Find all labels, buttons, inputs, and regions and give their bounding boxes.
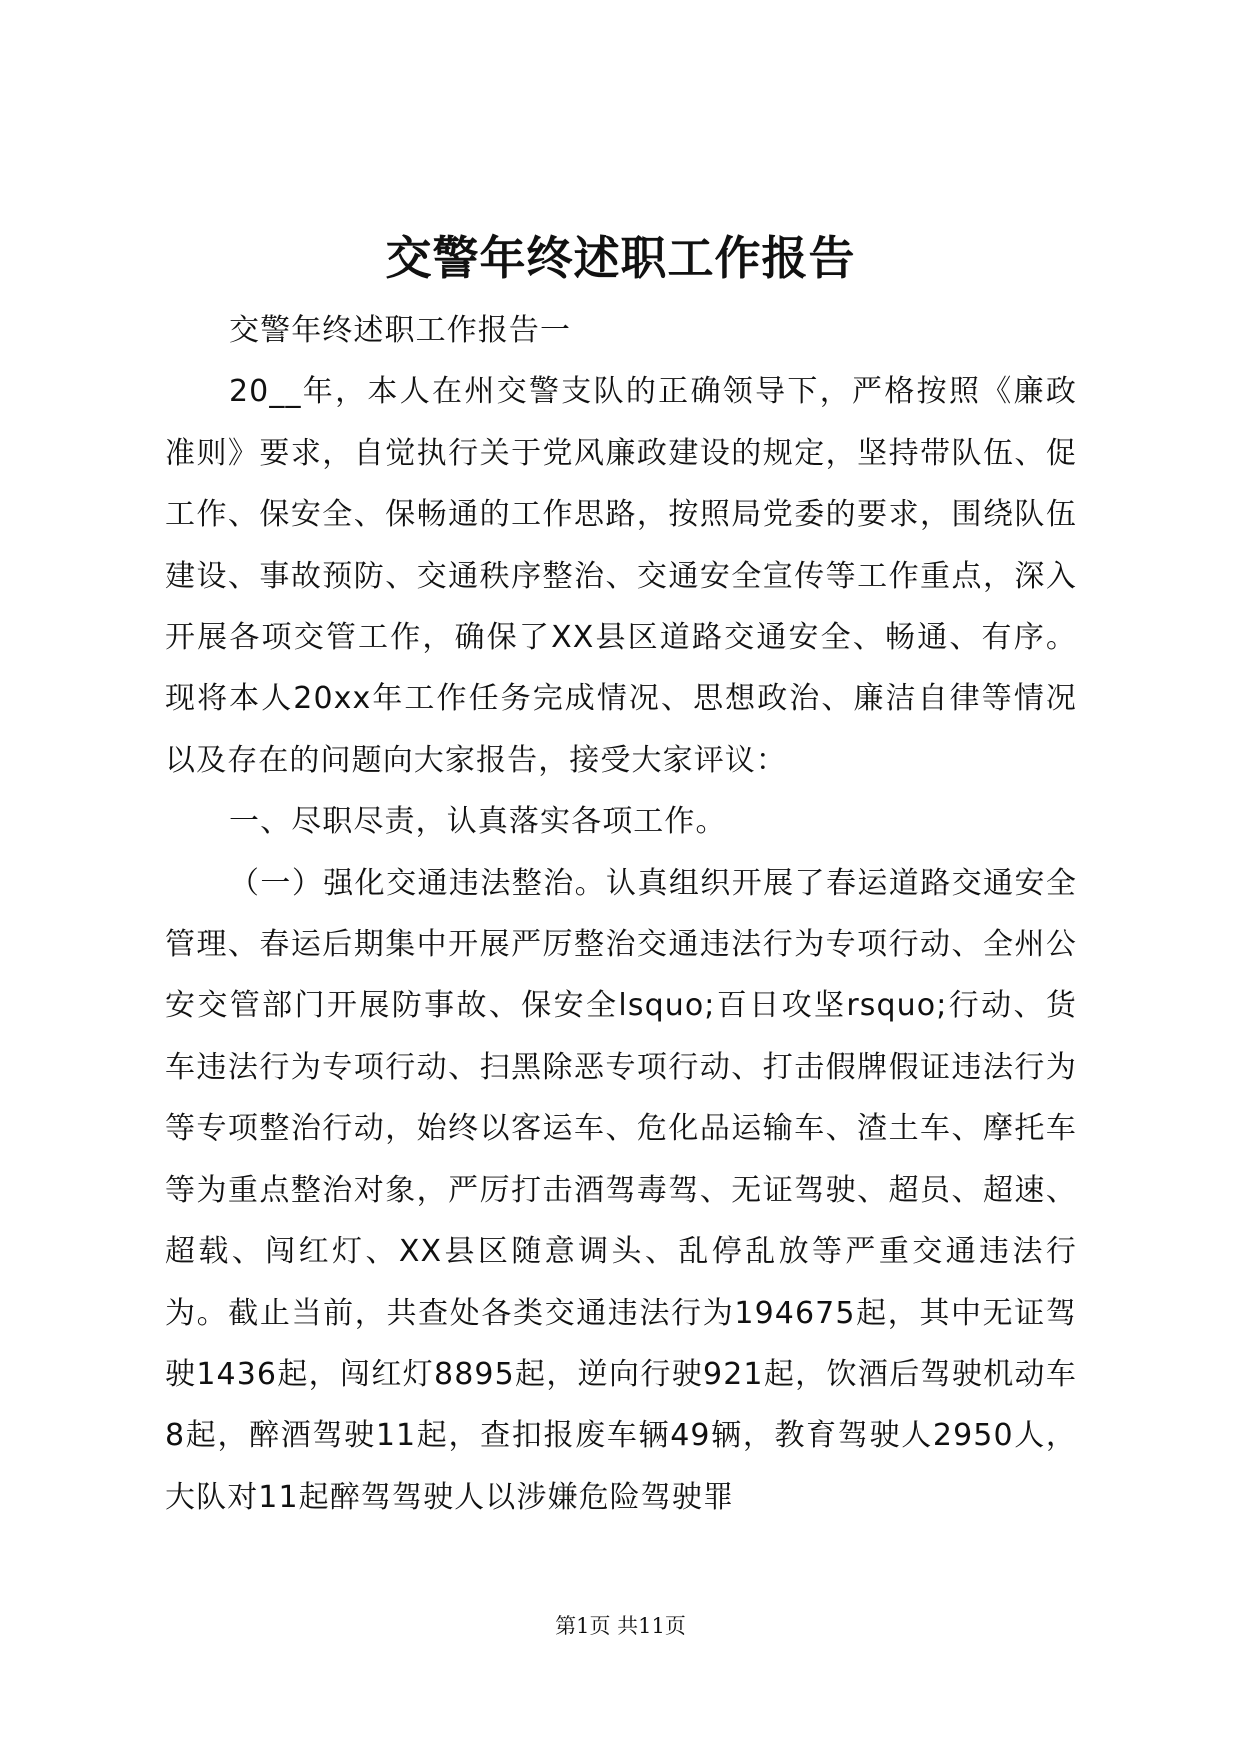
subsection-heading: 一、尽职尽责，认真落实各项工作。 <box>229 804 727 840</box>
page-number-footer: 第1页 共11页 <box>555 1614 686 1638</box>
paragraph-intro: 20__年，本人在州交警支队的正确领导下，严格按照《廉政准则》要求，自觉执行关于党风廉政建设的规定，坚持带队伍、促工作、保安全、保畅通的工作思路，按照局党委的要求，围绕队伍建设、事故预防、交通秩序整治、交通安全宣传等工作重点，深入开展各项交管工作，确保了XX县区道路交通安全、畅通、有序。现将本人20xx年工作任务完成情况、思想政治、廉洁自律等情况以及存在的问题向大家报告，接受大家评议： <box>165 374 1077 778</box>
document-body <box>165 300 1077 1528</box>
document-title: 交警年终述职工作报告 <box>385 231 856 285</box>
section-heading: 交警年终述职工作报告一 <box>229 313 572 348</box>
paragraph-traffic-enforcement: （一）强化交通违法整治。认真组织开展了春运道路交通安全管理、春运后期集中开展严厉整治交通违法行为专项行动、全州公安交管部门开展防事故、保安全lsquo;百日攻坚rsquo;行动、货车违法行为专项行动、扫黑除恶专项行动、打击假牌假证违法行为等专项整治行动，始终以客运车、危化品运输车、渣土车、摩托车等为重点整治对象，严厉打击酒驾毒驾、无证驾驶、超员、超速、超载、闯红灯、XX县区随意调头、乱停乱放等严重交通违法行为。截止当前，共查处各类交通违法行为194675起，其中无证驾驶1436起，闯红灯8895起，逆向行驶921起，饮酒后驾驶机动车8起，醉酒驾驶11起，查扣报废车辆49辆，教育驾驶人2950人，大队对11起醉驾驾驶人以涉嫌危险驾驶罪 <box>165 865 1077 1515</box>
